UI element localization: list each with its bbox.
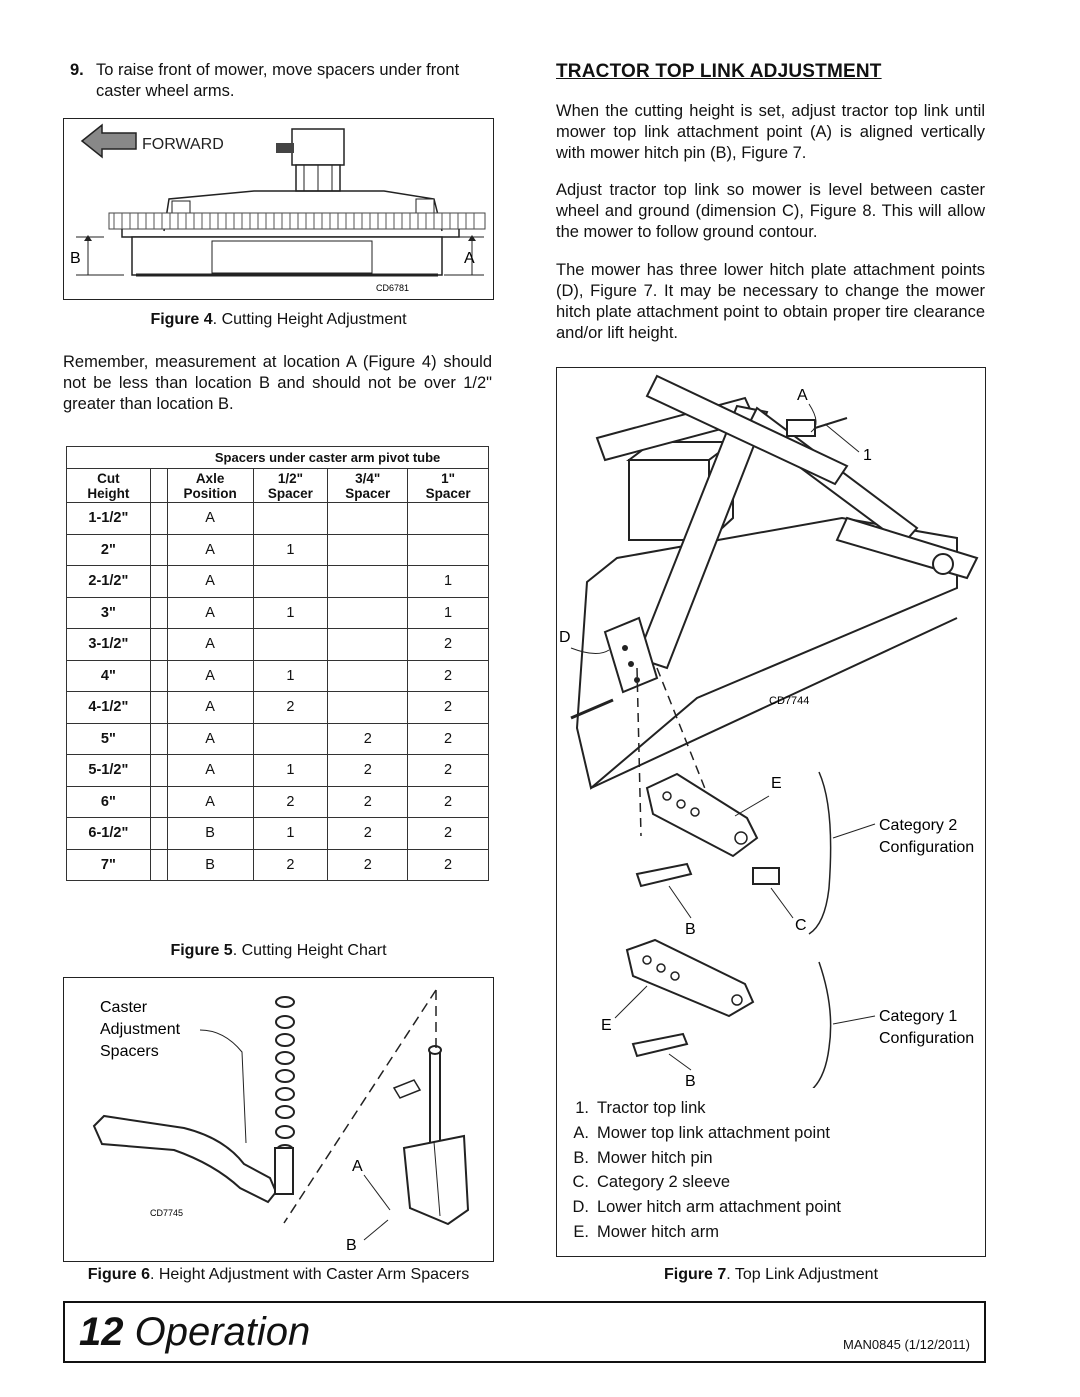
table-cell xyxy=(328,629,408,661)
cut-height-cell: 6-1/2" xyxy=(67,818,151,850)
cat1-line2: Configuration xyxy=(879,1030,975,1047)
table-cell: 2 xyxy=(328,818,408,850)
figure-7-caption: Figure 7. Top Link Adjustment xyxy=(663,1266,879,1283)
table-cell: 2 xyxy=(408,755,489,787)
cut-height-cell: 3-1/2" xyxy=(67,629,151,661)
table-cell: 2 xyxy=(408,692,489,724)
figure-6 xyxy=(63,977,494,1262)
table-cell xyxy=(253,566,328,598)
table-cell: A xyxy=(167,660,253,692)
table-cell xyxy=(253,503,328,535)
table-row xyxy=(67,566,489,598)
table-cell: A xyxy=(167,629,253,661)
legend-key: 1. xyxy=(575,1099,589,1117)
legend-text: Mower top link attachment point xyxy=(597,1123,830,1142)
column-header: Cut Height xyxy=(67,469,151,503)
table-cell: 2 xyxy=(253,786,328,818)
table-cell: 2 xyxy=(328,723,408,755)
table-cell xyxy=(328,597,408,629)
cut-height-cell: 1-1/2" xyxy=(67,503,151,535)
figure-7-legend xyxy=(557,1096,841,1245)
step-text: To raise front of mower, move spacers under front caster wheel arms. xyxy=(96,61,460,100)
table-row xyxy=(67,755,489,787)
figure-4 xyxy=(63,118,494,300)
legend-item xyxy=(563,1146,841,1171)
legend-text: Lower hitch arm attachment point xyxy=(597,1198,841,1217)
legend-key: B. xyxy=(573,1148,589,1167)
cat2-line2: Configuration xyxy=(879,839,975,856)
doc-number: MAN0845 (1/12/2011) xyxy=(843,1337,970,1352)
figure-code: CD7744 xyxy=(769,695,810,707)
blank-cell xyxy=(150,629,167,661)
remember-paragraph: Remember, measurement at location A (Figure 4) should not be less than location B and should not be over 1/2" greater than location B. xyxy=(63,353,492,413)
table-cell: A xyxy=(167,597,253,629)
table-cell: 2 xyxy=(253,849,328,881)
blank-cell xyxy=(150,755,167,787)
cut-height-cell: 6" xyxy=(67,786,151,818)
label-a: A xyxy=(797,387,808,404)
group-header: Spacers under caster arm pivot tube xyxy=(167,447,488,469)
table-cell: A xyxy=(167,755,253,787)
cat1-line1: Category 1 xyxy=(879,1008,958,1025)
table-cell: 1 xyxy=(253,660,328,692)
table-row xyxy=(67,692,489,724)
paragraph-1: When the cutting height is set, adjust tractor top link until mower top link attachment point (A) is aligned vertically with mower hitch pin (B), Figure 7. xyxy=(556,102,985,162)
caster-spacers-diagram xyxy=(64,978,492,1260)
label-caster: Caster xyxy=(100,999,148,1016)
figure-5-caption: Figure 5. Cutting Height Chart xyxy=(170,942,387,959)
label-b-2: B xyxy=(685,1073,696,1088)
blank-cell xyxy=(150,503,167,535)
table-cell: 2 xyxy=(328,849,408,881)
step-9 xyxy=(70,60,492,102)
table-row xyxy=(67,660,489,692)
label-b: B xyxy=(70,250,81,267)
table-cell xyxy=(328,692,408,724)
table-cell: A xyxy=(167,534,253,566)
figure-code: CD7745 xyxy=(150,1208,184,1218)
label-b-1: B xyxy=(685,921,696,938)
blank-cell xyxy=(150,818,167,850)
cut-height-cell: 5-1/2" xyxy=(67,755,151,787)
legend-text: Mower hitch pin xyxy=(597,1148,713,1167)
label-spacers: Spacers xyxy=(100,1043,159,1060)
legend-item xyxy=(563,1121,841,1146)
figure-4-caption: Figure 4. Cutting Height Adjustment xyxy=(150,311,407,328)
step-number: 9. xyxy=(70,61,84,79)
table-cell: 2 xyxy=(408,629,489,661)
forward-label: FORWARD xyxy=(142,136,224,153)
paragraph-2: Adjust tractor top link so mower is level between caster wheel and ground (dimension C), Figure 8. This will allow the mower to follow ground contour. xyxy=(556,181,985,241)
table-cell: 2 xyxy=(408,723,489,755)
label-d: D xyxy=(559,629,571,646)
cat2-line1: Category 2 xyxy=(879,817,958,834)
table-row xyxy=(67,534,489,566)
table-cell: 2 xyxy=(328,755,408,787)
page-number: 12 xyxy=(79,1310,124,1354)
table-row xyxy=(67,723,489,755)
table-row xyxy=(67,503,489,535)
table-cell: 1 xyxy=(408,566,489,598)
legend-item xyxy=(563,1220,841,1245)
section-name: Operation xyxy=(134,1310,311,1354)
label-adjustment: Adjustment xyxy=(100,1021,181,1038)
column-header: 1" Spacer xyxy=(408,469,489,503)
table-cell xyxy=(328,660,408,692)
table-cell xyxy=(328,566,408,598)
table-cell: 2 xyxy=(408,660,489,692)
label-c: C xyxy=(795,917,807,934)
table-cell: A xyxy=(167,503,253,535)
table-cell: 1 xyxy=(408,597,489,629)
table-cell xyxy=(253,723,328,755)
blank-cell xyxy=(150,786,167,818)
table-cell: 1 xyxy=(253,818,328,850)
table-cell: 1 xyxy=(253,755,328,787)
cut-height-cell: 4-1/2" xyxy=(67,692,151,724)
label-a: A xyxy=(464,250,475,267)
column-header: 1/2" Spacer xyxy=(253,469,328,503)
table-cell xyxy=(253,629,328,661)
legend-text: Tractor top link xyxy=(597,1099,706,1117)
cut-height-cell: 4" xyxy=(67,660,151,692)
legend-key: E. xyxy=(573,1222,589,1241)
cut-height-cell: 7" xyxy=(67,849,151,881)
section-heading: TRACTOR TOP LINK ADJUSTMENT xyxy=(556,61,882,82)
legend-key: D. xyxy=(572,1198,589,1217)
table-row xyxy=(67,786,489,818)
label-e-1: E xyxy=(771,775,782,792)
column-header: Axle Position xyxy=(167,469,253,503)
table-cell: 2 xyxy=(408,849,489,881)
table-row xyxy=(67,849,489,881)
cut-height-cell: 5" xyxy=(67,723,151,755)
footer-box xyxy=(63,1301,986,1363)
table-cell: A xyxy=(167,692,253,724)
table-cell xyxy=(328,534,408,566)
column-header: 3/4" Spacer xyxy=(328,469,408,503)
page-title xyxy=(79,1305,310,1359)
legend-item xyxy=(563,1195,841,1220)
legend-text: Mower hitch arm xyxy=(597,1222,719,1241)
blank-cell xyxy=(150,723,167,755)
blank-cell xyxy=(150,597,167,629)
top-link-diagram xyxy=(557,368,984,1088)
cut-height-cell: 2" xyxy=(67,534,151,566)
table-cell: A xyxy=(167,566,253,598)
table-cell: 2 xyxy=(328,786,408,818)
table-cell: 1 xyxy=(253,534,328,566)
table-cell xyxy=(408,534,489,566)
legend-key: A. xyxy=(573,1123,589,1142)
paragraph-3: The mower has three lower hitch plate attachment points (D), Figure 7. It may be necessary to change the mower hitch plate attachment point to obtain proper tire clearance and/or lift height. xyxy=(556,261,985,342)
figure-6-caption: Figure 6. Height Adjustment with Caster Arm Spacers xyxy=(87,1266,470,1283)
table-row xyxy=(67,818,489,850)
cutting-height-table xyxy=(66,446,489,881)
blank-cell xyxy=(150,660,167,692)
figure-code: CD6781 xyxy=(376,283,410,293)
cut-height-cell: 2-1/2" xyxy=(67,566,151,598)
figure-7 xyxy=(556,367,986,1257)
table-row xyxy=(67,629,489,661)
legend-item xyxy=(563,1170,841,1195)
label-b: B xyxy=(346,1237,357,1254)
label-a: A xyxy=(352,1158,363,1175)
table-cell: B xyxy=(167,818,253,850)
blank-cell xyxy=(150,849,167,881)
table-cell: 2 xyxy=(408,818,489,850)
table-cell: 1 xyxy=(253,597,328,629)
table-cell xyxy=(328,503,408,535)
legend-text: Category 2 sleeve xyxy=(597,1173,730,1192)
legend-key: C. xyxy=(572,1173,589,1192)
blank-cell xyxy=(150,566,167,598)
table-cell: A xyxy=(167,786,253,818)
blank-cell xyxy=(150,692,167,724)
label-e-2: E xyxy=(601,1017,612,1034)
blank-cell xyxy=(150,534,167,566)
legend-item xyxy=(563,1096,841,1121)
cut-height-cell: 3" xyxy=(67,597,151,629)
blank-header xyxy=(150,469,167,503)
label-1: 1 xyxy=(863,447,872,464)
table-cell: 2 xyxy=(408,786,489,818)
table-cell: B xyxy=(167,849,253,881)
table-cell: 2 xyxy=(253,692,328,724)
table-cell xyxy=(408,503,489,535)
table-cell: A xyxy=(167,723,253,755)
table-row xyxy=(67,597,489,629)
cutting-height-diagram xyxy=(64,119,492,298)
